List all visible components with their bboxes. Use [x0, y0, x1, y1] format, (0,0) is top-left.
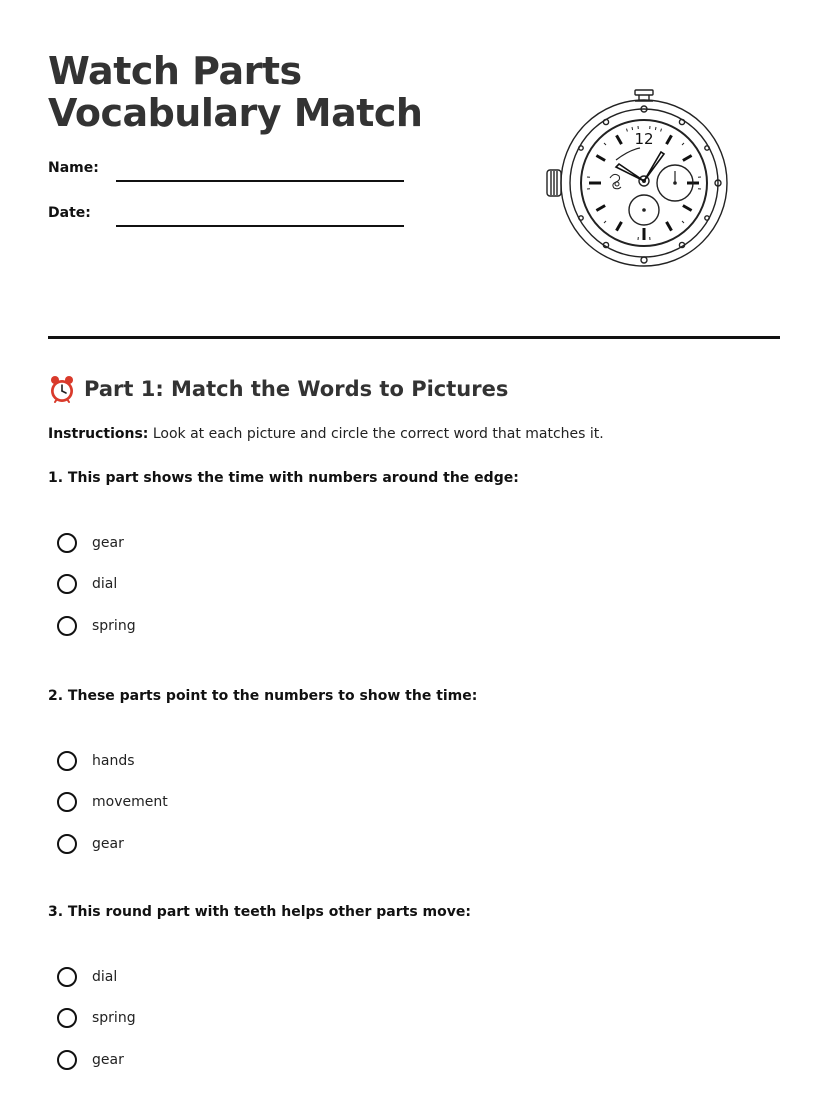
option-label: spring	[92, 618, 136, 634]
date-write-line[interactable]	[116, 225, 404, 227]
option-label: gear	[92, 535, 124, 551]
option-label: gear	[92, 836, 124, 852]
date-field	[48, 205, 408, 235]
instructions	[48, 424, 604, 444]
radio-circle[interactable]	[57, 834, 77, 854]
question-3-text: 3. This round part with teeth helps other parts move:	[48, 904, 471, 920]
section-divider	[48, 336, 780, 339]
question-1-option-gear[interactable]	[57, 530, 124, 556]
option-label: gear	[92, 1052, 124, 1068]
question-2-option-movement[interactable]	[57, 789, 168, 815]
question-1-option-spring[interactable]	[57, 613, 136, 639]
question-2-text: 2. These parts point to the numbers to show the time:	[48, 688, 478, 704]
part1-heading	[48, 374, 508, 404]
stopwatch-illustration	[544, 88, 734, 274]
question-3	[48, 902, 780, 1068]
worksheet-title: Watch Parts Vocabulary Match	[48, 49, 423, 135]
option-label: hands	[92, 753, 135, 769]
radio-circle[interactable]	[57, 751, 77, 771]
instructions-label: Instructions:	[48, 426, 149, 442]
question-2-option-hands[interactable]	[57, 748, 135, 774]
radio-circle[interactable]	[57, 574, 77, 594]
question-3-option-gear[interactable]	[57, 1047, 124, 1073]
question-3-option-spring[interactable]	[57, 1005, 136, 1031]
name-label: Name:	[48, 160, 99, 176]
question-1	[48, 468, 780, 634]
question-1-option-dial[interactable]	[57, 571, 117, 597]
radio-circle[interactable]	[57, 1008, 77, 1028]
option-label: dial	[92, 969, 118, 985]
option-label: movement	[92, 794, 168, 810]
alarm-clock-icon	[48, 374, 76, 404]
name-field	[48, 160, 408, 190]
part1-heading-text: Part 1: Match the Words to Pictures	[84, 377, 509, 401]
worksheet-page	[48, 0, 780, 1118]
radio-circle[interactable]	[57, 967, 77, 987]
option-label: spring	[92, 1010, 136, 1026]
question-2	[48, 686, 780, 852]
name-write-line[interactable]	[116, 180, 404, 182]
question-3-option-dial[interactable]	[57, 964, 117, 990]
radio-circle[interactable]	[57, 792, 77, 812]
radio-circle[interactable]	[57, 533, 77, 553]
date-label: Date:	[48, 205, 91, 221]
dial-number-12: 12	[634, 130, 654, 148]
instructions-text: Look at each picture and circle the correct word that matches it.	[148, 426, 604, 442]
radio-circle[interactable]	[57, 616, 77, 636]
question-1-text: 1. This part shows the time with numbers around the edge:	[48, 470, 519, 486]
option-label: dial	[92, 576, 118, 592]
radio-circle[interactable]	[57, 1050, 77, 1070]
question-2-option-gear[interactable]	[57, 831, 124, 857]
